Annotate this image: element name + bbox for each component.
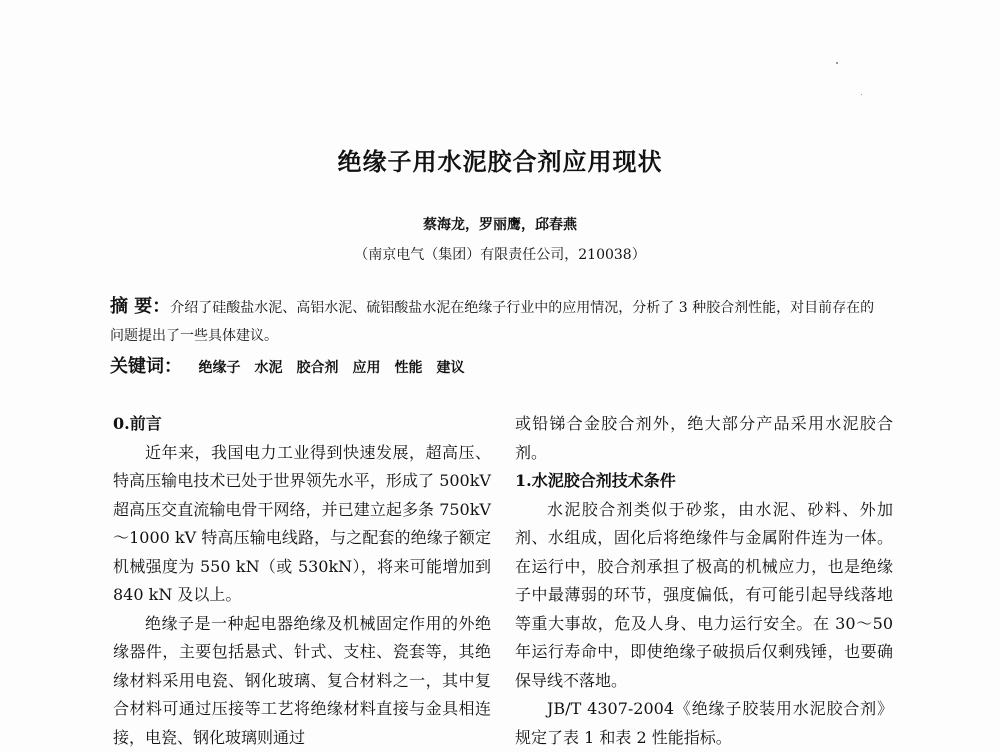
paper-title: 绝缘子用水泥胶合剂应用现状 xyxy=(0,142,1000,177)
keyword: 胶合剂 xyxy=(296,360,338,376)
keyword: 应用 xyxy=(352,360,380,376)
keyword: 建议 xyxy=(436,360,464,376)
abstract-label: 摘 要： xyxy=(110,296,170,317)
keyword: 水泥 xyxy=(254,360,282,376)
abstract-text: 介绍了硅酸盐水泥、高铝水泥、硫铝酸盐水泥在绝缘子行业中的应用情况，分析了 3 种胶合剂性能，对目前存在的问题提出了一些具体建议。 xyxy=(110,300,874,344)
scan-speck xyxy=(861,94,862,95)
keyword: 性能 xyxy=(394,360,422,376)
affiliation: （南京电气（集团）有限责任公司，210038） xyxy=(0,244,1000,264)
keywords-block xyxy=(110,354,888,381)
section-heading-0: 0.前言 xyxy=(113,410,491,439)
section-heading-1: 1.水泥胶合剂技术条件 xyxy=(515,467,893,496)
body-column-left xyxy=(113,410,491,752)
scan-speck xyxy=(836,62,838,64)
abstract-block xyxy=(110,293,888,350)
keywords-label: 关键词： xyxy=(110,356,182,377)
paragraph-continuation: 或铅锑合金胶合剂外，绝大部分产品采用水泥胶合剂。 xyxy=(515,410,893,467)
body-column-right xyxy=(515,410,893,752)
keyword: 绝缘子 xyxy=(198,360,240,376)
paragraph: 水泥胶合剂类似于砂浆，由水泥、砂料、外加剂、水组成，固化后将绝缘件与金属附件连为一体。在运行中，胶合剂承担了极高的机械应力，也是绝缘子中最薄弱的环节，强度偏低，有可能引起导线落地等重大事故，危及人身、电力运行安全。在 30～50 年运行寿命中，即使绝缘子破损后仅剩残锤，也要确保导线不落地。 xyxy=(515,496,893,696)
paragraph: 近年来，我国电力工业得到快速发展，超高压、特高压输电技术已处于世界领先水平，形成了 500kV 超高压交直流输电骨干网络，并已建立起多条 750kV～1000 kV 特高压输电线路，与之配套的绝缘子额定机械强度为 550 kN（或 530kN），将来可能增加到 840 kN 及以上。 xyxy=(113,439,491,610)
author-list: 蔡海龙，罗丽鹰，邱春燕 xyxy=(0,214,1000,234)
paragraph: JB/T 4307-2004《绝缘子胶装用水泥胶合剂》规定了表 1 和表 2 性能指标。 xyxy=(515,695,893,752)
paragraph: 绝缘子是一种起电器绝缘及机械固定作用的外绝缘器件，主要包括悬式、针式、支柱、瓷套等，其绝缘材料采用电瓷、钢化玻璃、复合材料之一，其中复合材料可通过压接等工艺将绝缘材料直接与金具相连接，电瓷、钢化玻璃则通过 xyxy=(113,610,491,752)
